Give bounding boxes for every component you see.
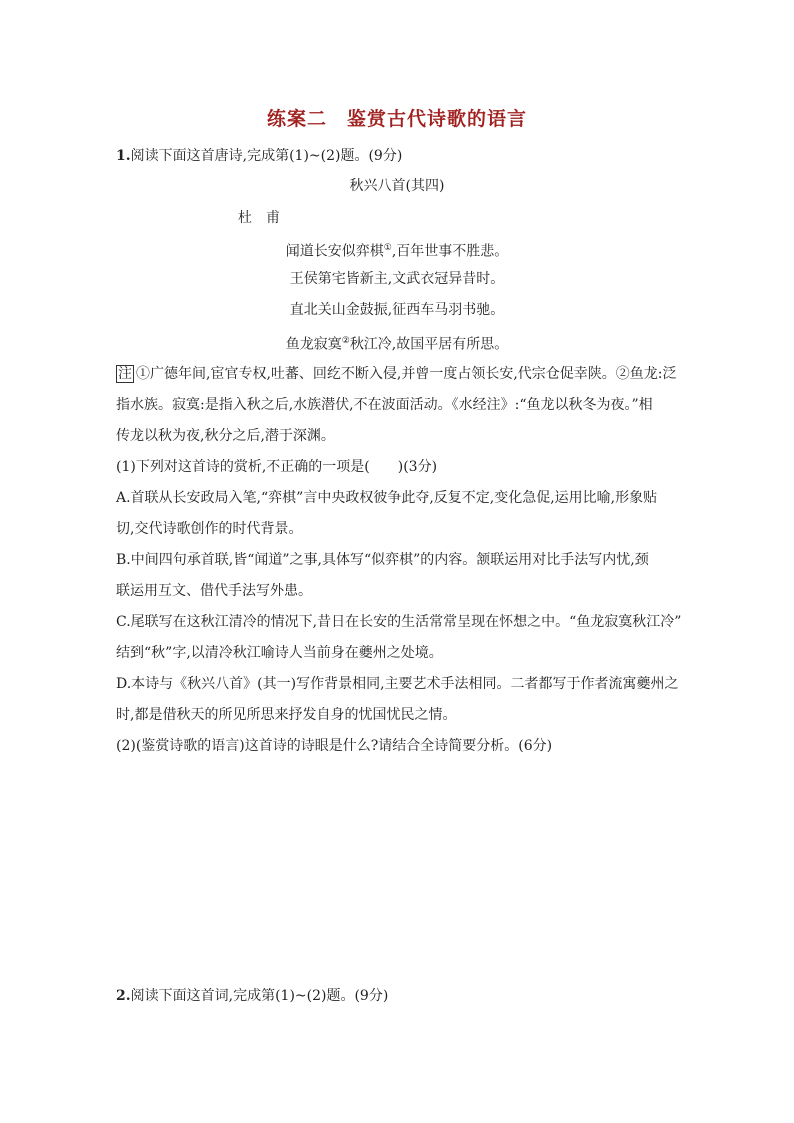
poem-author: 杜 甫: [238, 210, 280, 226]
poem-line-3: 直北关山金鼓振,征西车马羽书驰。: [289, 302, 505, 318]
question-1-number: 1.: [116, 148, 131, 164]
option-c-line-2: 结到“秋”字,以清冷秋江喻诗人当前身在夔州之处境。: [116, 645, 443, 661]
option-a-line-2: 切,交代诗歌创作的时代背景。: [116, 521, 303, 537]
note-label: 注: [118, 366, 132, 382]
sub-question-1: (1)下列对这首诗的赏析,不正确的一项是( )(3分): [116, 459, 438, 475]
poem-line-4: 鱼龙寂寞②秋江冷,故国平居有所思。: [285, 336, 509, 353]
footnote-marker-2: ②: [341, 336, 350, 346]
note-line-2: 指水族。寂寞:是指入秋之后,水族潜伏,不在波面活动。《水经注》:“鱼龙以秋冬为夜。”相: [116, 397, 653, 413]
poem-line-2: 王侯第宅皆新主,文武衣冠异昔时。: [289, 271, 505, 287]
note-line-3: 传龙以秋为夜,秋分之后,潜于深渊。: [116, 428, 335, 444]
option-b-line-2: 联运用互文、借代手法写外患。: [116, 583, 312, 599]
option-a-line-1: A.首联从长安政局入笔,“弈棋”言中央政权彼争此夺,反复不定,变化急促,运用比喻,形象贴: [116, 490, 658, 506]
option-d-line-1: D.本诗与《秋兴八首》(其一)写作背景相同,主要艺术手法相同。二者都写于作者流寓夔州之: [116, 676, 679, 692]
option-d-line-2: 时,都是借秋天的所见所思来抒发自身的忧国忧民之情。: [116, 707, 457, 723]
question-2-prompt: [116, 986, 388, 1006]
poem-title: 秋兴八首(其四): [349, 178, 445, 194]
option-b-line-1: B.中间四句承首联,皆“闻道”之事,具体写“似弈棋”的内容。颔联运用对比手法写内忧,颈: [116, 552, 649, 568]
option-c-line-1: C.尾联写在这秋江清冷的情况下,昔日在长安的生活常常呈现在怀想之中。“鱼龙寂寞秋江冷”: [116, 614, 682, 630]
question-2-number: 2.: [116, 988, 131, 1004]
page-title: 练案二 鉴赏古代诗歌的语言: [266, 108, 527, 130]
question-1-prompt: [116, 146, 402, 166]
question-1-text: 阅读下面这首唐诗,完成第(1)~(2)题。(9分): [130, 148, 403, 164]
question-2-text: 阅读下面这首词,完成第(1)~(2)题。(9分): [130, 988, 389, 1004]
poem-line-1: 闻道长安似弈棋①,百年世事不胜悲。: [285, 243, 509, 260]
footnote-marker-1: ①: [383, 243, 392, 253]
sub-question-2: (2)(鉴赏诗歌的语言)这首诗的诗眼是什么?请结合全诗简要分析。(6分): [116, 738, 553, 754]
note-line-1: 注 ①广德年间,宦官专权,吐蕃、回纥不断入侵,并曾一度占领长安,代宗仓促幸陕。②鱼龙:泛: [118, 366, 677, 382]
